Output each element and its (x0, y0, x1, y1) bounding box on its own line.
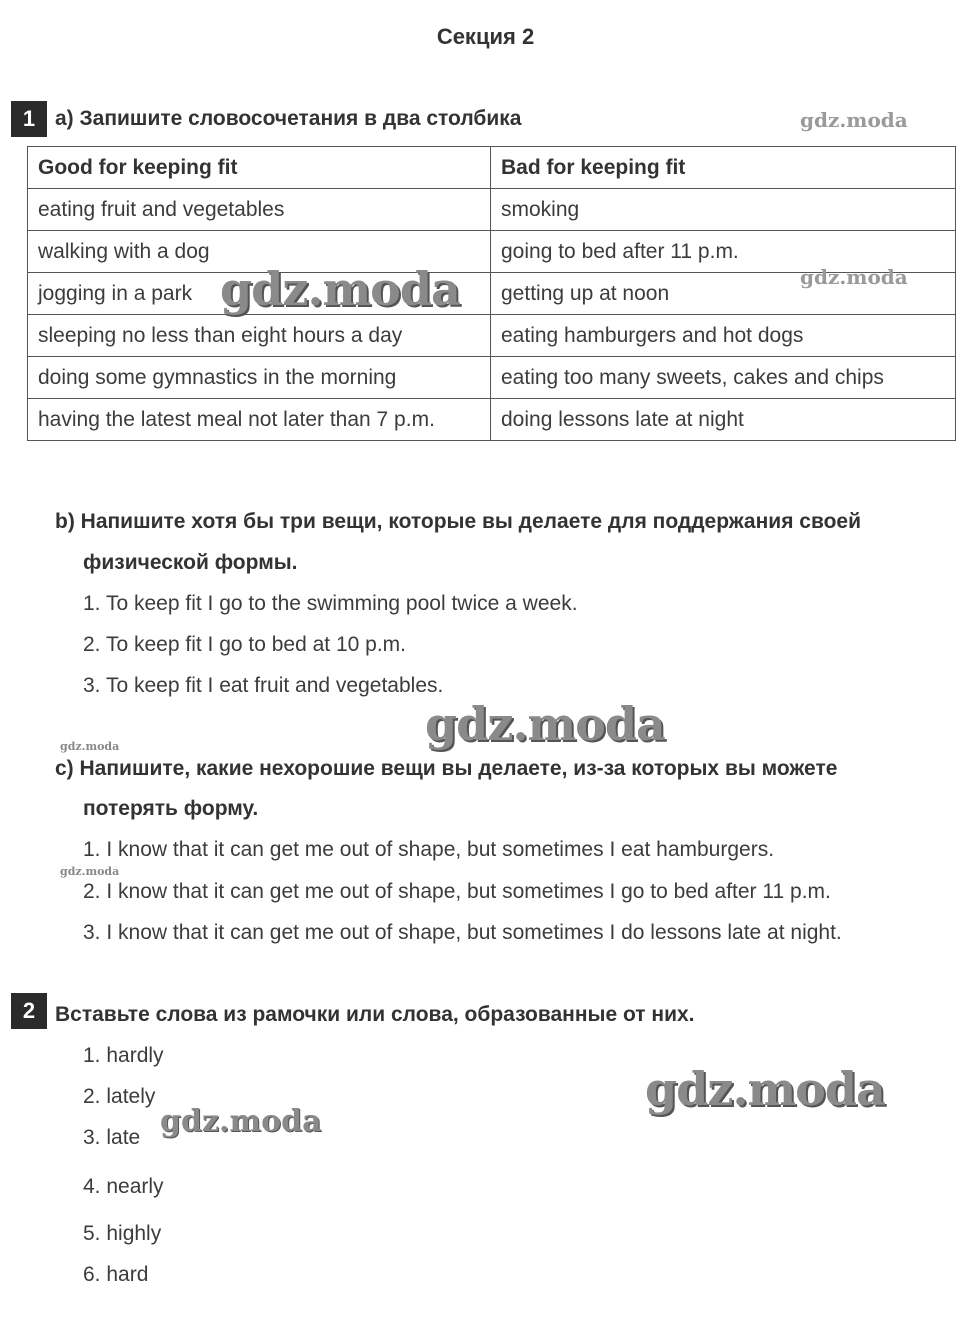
task-2-answer: 3. late (83, 1126, 141, 1149)
table-row (28, 357, 956, 399)
task-1c-heading-line1: c) Напишите, какие нехорошие вещи вы делаете, из-за которых вы можете (55, 757, 838, 780)
table-cell: doing lessons late at night (491, 399, 956, 441)
table-cell: smoking (491, 189, 956, 231)
watermark: gdz.moda (220, 262, 460, 316)
table-row (28, 189, 956, 231)
task-1-number: 1 (11, 101, 47, 137)
task-2-answer: 2. lately (83, 1085, 156, 1108)
watermark: gdz.moda (60, 865, 120, 878)
table-cell: doing some gymnastics in the morning (28, 357, 491, 399)
table-cell: jogging in a park (28, 273, 491, 315)
table-row (28, 399, 956, 441)
table-cell: having the latest meal not later than 7 p.m. (28, 399, 491, 441)
task-1b-answer: 2. To keep fit I go to bed at 10 p.m. (83, 633, 406, 656)
task-1b-answer: 1. To keep fit I go to the swimming pool twice a week. (83, 592, 578, 615)
task-2-answer: 1. hardly (83, 1044, 164, 1067)
task-1c-answer: 3. I know that it can get me out of shape, but sometimes I do lessons late at night. (83, 921, 842, 944)
task-1c-answer: 1. I know that it can get me out of shape, but sometimes I eat hamburgers. (83, 838, 775, 861)
task-2-answer: 6. hard (83, 1263, 149, 1286)
column-header-good: Good for keeping fit (28, 147, 491, 189)
task-2-answer: 5. highly (83, 1222, 162, 1245)
table-header-row (28, 147, 956, 189)
task-2-heading: Вставьте слова из рамочки или слова, образованные от них. (55, 1003, 695, 1026)
task-2-answer: 4. nearly (83, 1175, 164, 1198)
keeping-fit-table (27, 146, 956, 441)
table-cell: getting up at noon (491, 273, 956, 315)
table-cell: going to bed after 11 p.m. (491, 231, 956, 273)
watermark: gdz.moda (800, 108, 908, 132)
watermark: gdz.moda (800, 265, 908, 289)
table-cell: sleeping no less than eight hours a day (28, 315, 491, 357)
task-1c-answer: 2. I know that it can get me out of shape, but sometimes I go to bed after 11 p.m. (83, 880, 831, 903)
task-1a-heading: a) Запишите словосочетания в два столбика (55, 107, 522, 130)
table-cell: eating hamburgers and hot dogs (491, 315, 956, 357)
table-row (28, 315, 956, 357)
table-cell: eating fruit and vegetables (28, 189, 491, 231)
task-1b-heading-line2: физической формы. (83, 551, 298, 574)
watermark: gdz.moda (60, 740, 120, 753)
table-cell: eating too many sweets, cakes and chips (491, 357, 956, 399)
watermark: gdz.moda (645, 1062, 885, 1116)
task-1b-answer: 3. To keep fit I eat fruit and vegetables. (83, 674, 444, 697)
task-1b-heading-line1: b) Напишите хотя бы три вещи, которые вы делаете для поддержания своей (55, 510, 862, 533)
table-cell: walking with a dog (28, 231, 491, 273)
watermark: gdz.moda (160, 1104, 322, 1139)
task-2-number: 2 (11, 993, 47, 1029)
watermark: gdz.moda (425, 697, 665, 751)
task-1c-heading-line2: потерять форму. (83, 797, 259, 820)
page-title: Секция 2 (436, 24, 535, 49)
column-header-bad: Bad for keeping fit (491, 147, 956, 189)
